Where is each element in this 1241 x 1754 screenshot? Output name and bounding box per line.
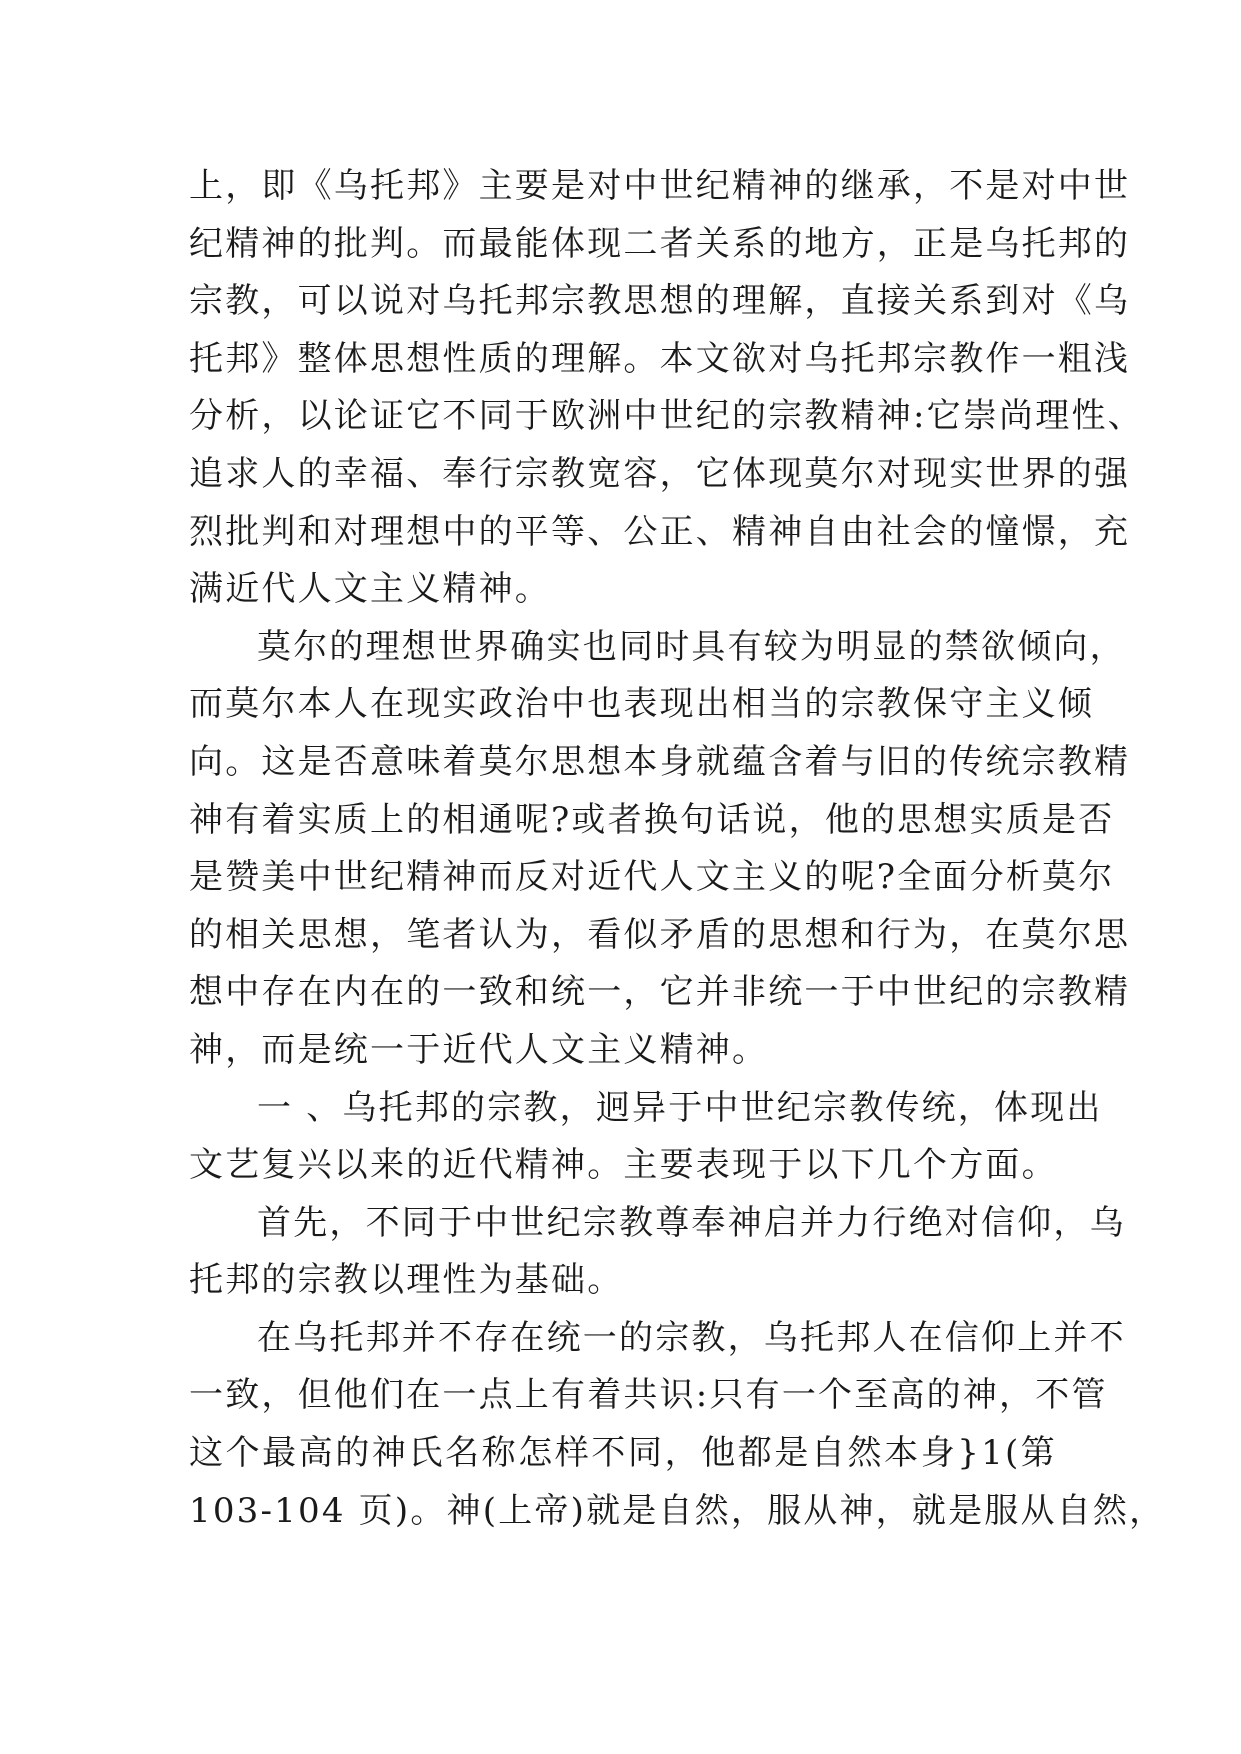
text-line: 向。这是否意味着莫尔思想本身就蕴含着与旧的传统宗教精: [189, 741, 1131, 782]
text-line: 莫尔的理想世界确实也同时具有较为明显的禁欲倾向，: [257, 626, 1126, 667]
text-line: 神，而是统一于近代人文主义精神。: [189, 1029, 769, 1070]
text-line: 文艺复兴以来的近代精神。主要表现于以下几个方面。: [189, 1145, 1058, 1186]
text-line: 一致，但他们在一点上有着共识:只有一个至高的神，不管: [189, 1375, 1108, 1416]
text-line: 满近代人文主义精神。: [189, 569, 551, 610]
text-line: 追求人的幸福、奉行宗教宽容，它体现莫尔对现实世界的强: [189, 453, 1131, 494]
text-line: 宗教，可以说对乌托邦宗教思想的理解，直接关系到对《乌: [189, 281, 1131, 322]
text-line: 想中存在内在的一致和统一，它并非统一于中世纪的宗教精: [189, 972, 1131, 1013]
text-line: 的相关思想，笔者认为，看似矛盾的思想和行为，在莫尔思: [189, 914, 1131, 955]
text-line: 神有着实质上的相通呢?或者换句话说，他的思想实质是否: [189, 799, 1115, 840]
text-line: 烈批判和对理想中的平等、公正、精神自由社会的憧憬，充: [189, 511, 1131, 552]
text-line: 托邦》整体思想性质的理解。本文欲对乌托邦宗教作一粗浅: [189, 338, 1131, 379]
text-line: 而莫尔本人在现实政治中也表现出相当的宗教保守主义倾: [189, 684, 1094, 725]
body-text: [189, 158, 1166, 1540]
text-line: 一 、乌托邦的宗教，迥异于中世纪宗教传统，体现出: [257, 1087, 1103, 1128]
text-line: 分析，以论证它不同于欧洲中世纪的宗教精神:它崇尚理性、: [189, 396, 1144, 437]
text-line: 在乌托邦并不存在统一的宗教，乌托邦人在信仰上并不: [257, 1317, 1126, 1358]
text-line: 是赞美中世纪精神而反对近代人文主义的呢?全面分析莫尔: [189, 857, 1115, 898]
text-line: 上，即《乌托邦》主要是对中世纪精神的继承，不是对中世: [189, 166, 1131, 206]
text-line: 这个最高的神氏名称怎样不同，他都是自然本身}1(第: [189, 1433, 1057, 1474]
text-line: 托邦的宗教以理性为基础。: [189, 1260, 624, 1301]
text-line: 纪精神的批判。而最能体现二者关系的地方，正是乌托邦的: [189, 223, 1131, 264]
text-line: 首先，不同于中世纪宗教尊奉神启并力行绝对信仰，乌: [257, 1202, 1126, 1243]
text-line: 103-104 页)。神(上帝)就是自然，服从神，就是服从自然，: [189, 1490, 1166, 1531]
